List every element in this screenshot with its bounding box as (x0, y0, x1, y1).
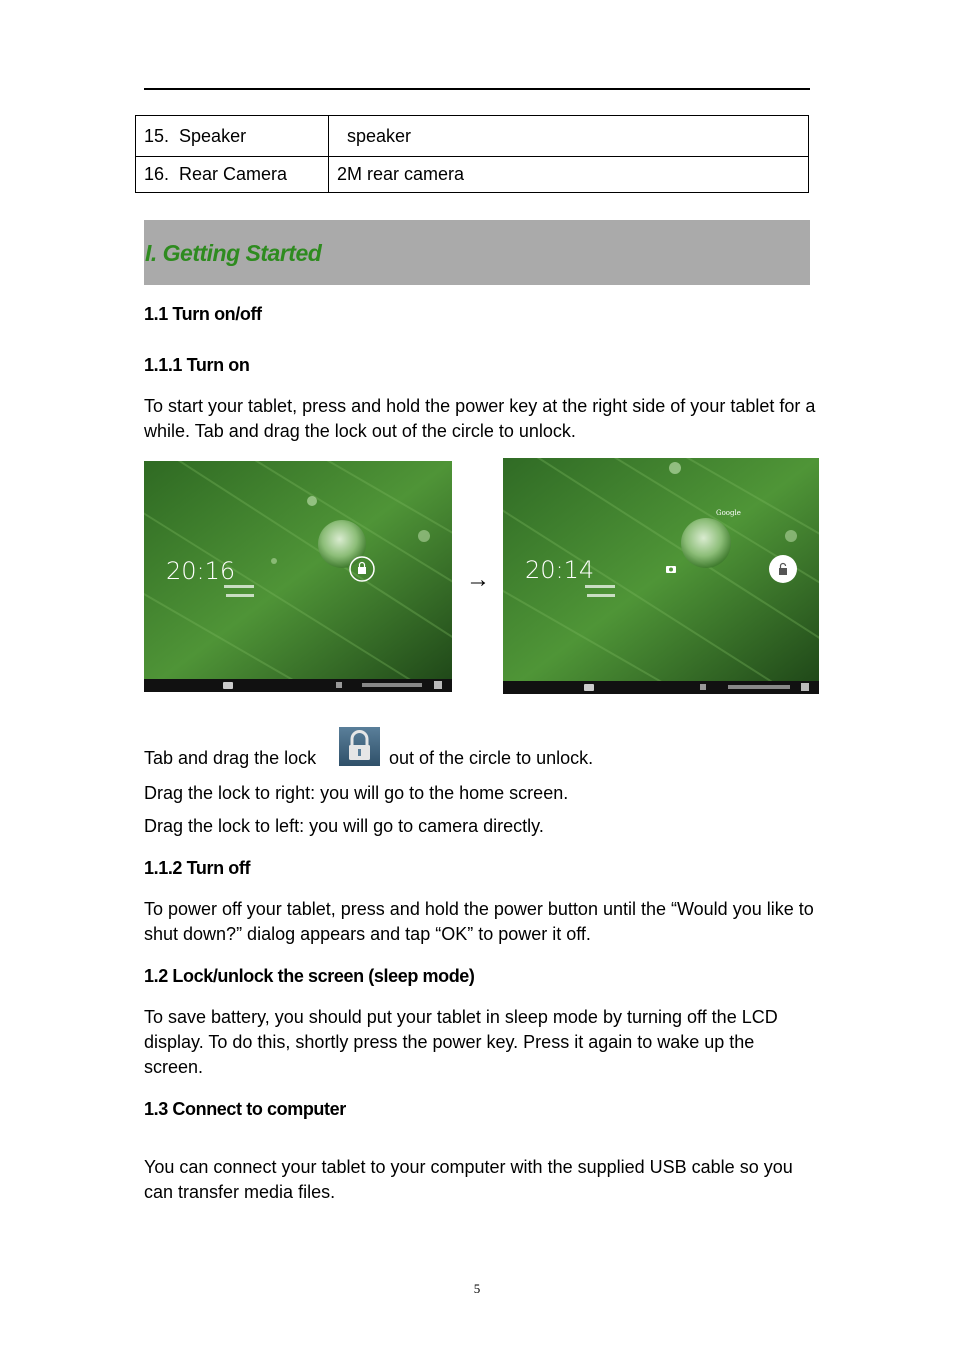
header-rule (144, 88, 810, 90)
lock-icon (339, 727, 380, 766)
lock-instruction-after: out of the circle to unlock. (389, 748, 594, 768)
table-cell: speaker (329, 116, 809, 157)
arrow-right: → (466, 566, 490, 593)
section-title: I. Getting Started (145, 240, 322, 266)
page-number: 5 (473, 1281, 481, 1296)
heading-connect-computer: 1.3 Connect to computer (144, 1099, 346, 1119)
heading-turn-on-off: 1.1 Turn on/off (144, 304, 262, 324)
google-brand-text: Google (716, 509, 741, 517)
heading-turn-on: 1.1.1 Turn on (144, 355, 250, 375)
lockscreen-screenshot-right (503, 458, 819, 694)
paragraph-drag-right: Drag the lock to right: you will go to the home screen. (144, 783, 569, 803)
lock-instruction-before: Tab and drag the lock (144, 748, 317, 768)
lockscreen-screenshot-left (144, 461, 452, 692)
lockscreen-time-right: 20:14 (525, 556, 595, 584)
table-cell: 15. Speaker (136, 116, 329, 157)
paragraph-sleep-mode: To save battery, you should put your tablet in sleep mode by turning off the LCD display. To do this, shortly press the power key. Press it again to wake up the screen. (144, 1007, 778, 1077)
paragraph-turn-off: To power off your tablet, press and hold the power button until the “Would you like to shut down?” dialog appears and tap “OK” to power it off. (144, 899, 814, 944)
lockscreen-time-left: 20:16 (166, 557, 236, 585)
table-row (136, 157, 809, 193)
table-row (136, 116, 809, 157)
spec-table (135, 115, 809, 193)
table-cell: 2M rear camera (329, 157, 809, 193)
heading-lock-unlock: 1.2 Lock/unlock the screen (sleep mode) (144, 966, 475, 986)
paragraph-turn-on: To start your tablet, press and hold the power key at the right side of your tablet for a while. Tab and drag the lock out of the circle to unlock. (144, 396, 816, 441)
paragraph-connect-computer: You can connect your tablet to your computer with the supplied USB cable so you can transfer media files. (144, 1157, 793, 1202)
paragraph-drag-left: Drag the lock to left: you will go to camera directly. (144, 816, 544, 836)
table-cell: 16. Rear Camera (136, 157, 329, 193)
heading-turn-off: 1.1.2 Turn off (144, 858, 251, 878)
